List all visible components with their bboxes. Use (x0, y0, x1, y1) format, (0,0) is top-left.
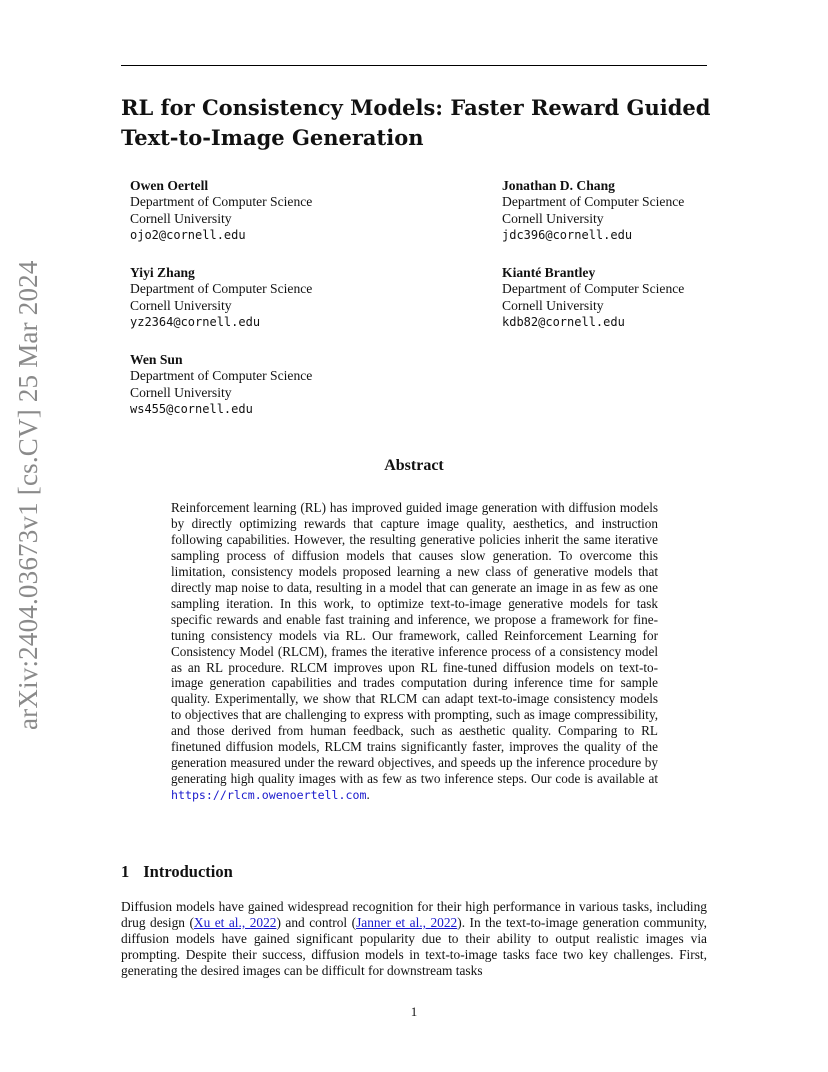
author-block (130, 265, 312, 331)
author-block (502, 178, 684, 244)
paper-title: RL for Consistency Models: Faster Reward Guided Text-to-Image Generation (121, 95, 711, 150)
author-block (502, 265, 684, 331)
top-rule (121, 65, 707, 66)
author-dept: Department of Computer Science (130, 368, 313, 384)
author-univ: Cornell University (130, 384, 232, 400)
section-heading (121, 862, 233, 882)
author-dept: Department of Computer Science (502, 281, 685, 297)
author-dept: Department of Computer Science (130, 281, 313, 297)
author-name: Kianté Brantley (502, 265, 596, 280)
section-number: 1 (121, 862, 130, 881)
author-univ: Cornell University (502, 210, 604, 226)
author-email[interactable]: jdc396@cornell.edu (502, 228, 633, 243)
author-dept: Department of Computer Science (502, 194, 685, 210)
abstract-text (171, 500, 658, 804)
citation-link[interactable]: Janner et al., 2022 (356, 914, 458, 930)
arxiv-identifier-stamp: arXiv:2404.03673v1 [cs.CV] 25 Mar 2024 (13, 260, 43, 730)
author-email[interactable]: ojo2@cornell.edu (130, 228, 246, 243)
intro-text: ). In the text-to-image generation community, diffusion models have gained significant popularity due to their ability to output realistic images via prompting. Despite their success, diffusion models in text-to-image tasks face two key challenges. First, generating the desired images can be difficult for downstream tasks (121, 914, 708, 978)
intro-text: ) and control ( (276, 914, 357, 930)
section-title: Introduction (143, 862, 233, 881)
author-email[interactable]: yz2364@cornell.edu (130, 315, 261, 330)
author-name: Owen Oertell (130, 178, 209, 193)
intro-text: Diffusion models have gained widespread recognition for their high performance in various tasks, including drug design ( (121, 899, 707, 930)
author-dept: Department of Computer Science (130, 194, 313, 210)
abstract-end: . (366, 787, 370, 803)
author-email[interactable]: kdb82@cornell.edu (502, 315, 625, 330)
author-email[interactable]: ws455@cornell.edu (130, 402, 253, 417)
author-univ: Cornell University (502, 297, 604, 313)
abstract-body: Reinforcement learning (RL) has improved guided image generation with diffusion models by directly optimizing rewards that capture image quality, aesthetics, and instruction following capabilities. However, the resulting generative policies inherit the same iterative sampling process of diffusion models that causes slow generation. To overcome this limitation, consistency models proposed learning a new class of generative models that directly map noise to data, resulting in a model that can generate an image in as few as one sampling iteration. In this work, to optimize text-to-image generative models for task specific rewards and enable fast training and inference, we propose a framework for fine-tuning consistency models via RL. Our framework, called Reinforcement Learning for Consistency Model (RLCM), frames the iterative inference process of a consistency model as an RL procedure. RLCM improves upon RL fine-tuned diffusion models on text-to-image generation capabilities and trades computation during inference time for sample quality. Experimentally, we show that RLCM can adapt text-to-image consistency models to objectives that are challenging to express with prompting, such as image compressibility, and those derived from human feedback, such as aesthetic quality. Comparing to RL finetuned diffusion models, RLCM trains significantly faster, improves the quality of the generation measured under the reward objectives, and speeds up the inference procedure by generating high quality images with as few as two inference steps. Our code is available at (171, 500, 658, 787)
author-univ: Cornell University (130, 210, 232, 226)
abstract-heading: Abstract (384, 457, 444, 474)
page-number: 1 (410, 1004, 418, 1019)
author-name: Yiyi Zhang (130, 265, 195, 280)
author-block (130, 352, 312, 418)
author-univ: Cornell University (130, 297, 232, 313)
author-name: Wen Sun (130, 352, 183, 367)
code-link[interactable]: https://rlcm.owenoertell.com (171, 788, 367, 803)
author-block (130, 178, 312, 244)
intro-paragraph (121, 899, 707, 979)
author-name: Jonathan D. Chang (502, 178, 615, 193)
citation-link[interactable]: Xu et al., 2022 (193, 914, 277, 930)
